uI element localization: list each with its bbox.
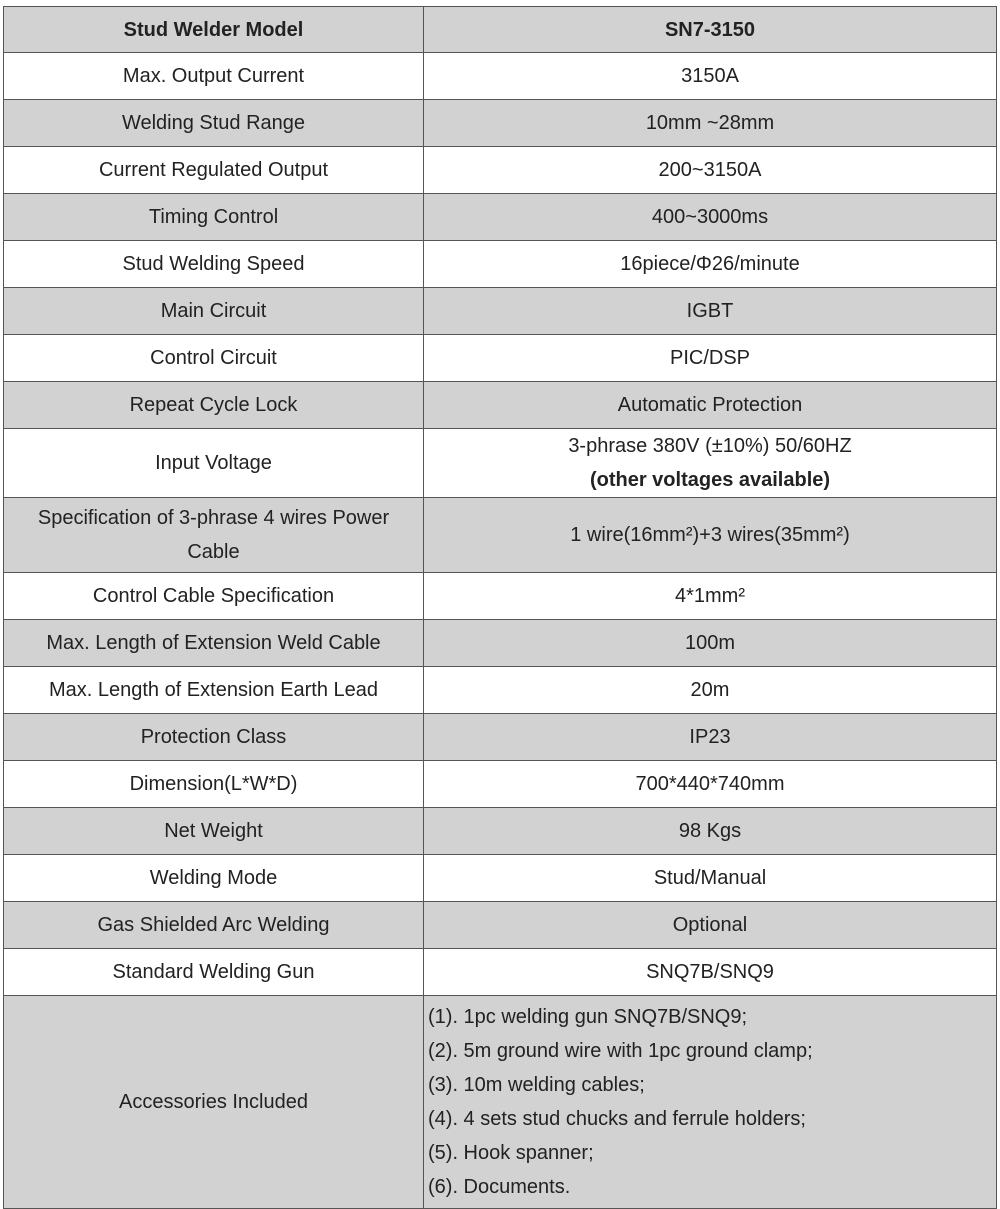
row-label: Protection Class [4,714,424,761]
row-value: IP23 [424,714,997,761]
table-row [4,573,997,620]
row-label: Gas Shielded Arc Welding [4,902,424,949]
list-item: (6). Documents. [428,1176,571,1198]
row-label: Repeat Cycle Lock [4,382,424,429]
row-label: Max. Output Current [4,53,424,100]
table-row [4,855,997,902]
table-row [4,288,997,335]
row-value: 1 wire(16mm²)+3 wires(35mm²) [424,498,997,573]
row-label: Current Regulated Output [4,147,424,194]
table-row [4,498,997,573]
row-label: Net Weight [4,808,424,855]
row-value: 16piece/Φ26/minute [424,241,997,288]
row-value: Stud/Manual [424,855,997,902]
row-label: Timing Control [4,194,424,241]
table-row [4,949,997,996]
row-label: Main Circuit [4,288,424,335]
table-row [4,53,997,100]
list-item: (5). Hook spanner; [428,1142,594,1164]
table-row [4,100,997,147]
row-label: Standard Welding Gun [4,949,424,996]
row-value: 100m [424,620,997,667]
table-row [4,620,997,667]
input-voltage-note: (other voltages available) [589,469,831,491]
row-label: Input Voltage [4,429,424,498]
input-voltage-value: 3-phrase 380V (±10%) 50/60HZ [568,435,852,457]
accessories-label: Accessories Included [4,996,424,1209]
row-value: 10mm ~28mm [424,100,997,147]
row-label: Dimension(L*W*D) [4,761,424,808]
list-item: (3). 10m welding cables; [428,1074,645,1096]
row-label: Max. Length of Extension Earth Lead [4,667,424,714]
row-value: SNQ7B/SNQ9 [424,949,997,996]
table-row [4,382,997,429]
table-row [4,335,997,382]
row-value: Optional [424,902,997,949]
row-value: 20m [424,667,997,714]
table-row [4,761,997,808]
table-row [4,667,997,714]
header-row [4,7,997,53]
list-item: (1). 1pc welding gun SNQ7B/SNQ9; [428,1006,748,1028]
row-label: Stud Welding Speed [4,241,424,288]
table-row [4,147,997,194]
spec-table [3,6,997,1209]
table-row [4,902,997,949]
list-item: (4). 4 sets stud chucks and ferrule holders; [428,1108,806,1130]
list-item: (2). 5m ground wire with 1pc ground clamp; [428,1040,813,1062]
table-row [4,714,997,761]
row-value: 4*1mm² [424,573,997,620]
row-label: Control Cable Specification [4,573,424,620]
table-row [4,429,997,498]
row-value: 700*440*740mm [424,761,997,808]
row-label: Max. Length of Extension Weld Cable [4,620,424,667]
table-row [4,241,997,288]
table-row [4,194,997,241]
row-value [424,429,997,498]
row-label: Specification of 3-phrase 4 wires Power Cable [4,498,424,573]
row-value: 400~3000ms [424,194,997,241]
row-label: Welding Stud Range [4,100,424,147]
row-value: 98 Kgs [424,808,997,855]
row-value: 3150A [424,53,997,100]
row-value: PIC/DSP [424,335,997,382]
table-row [4,808,997,855]
row-value: 200~3150A [424,147,997,194]
accessories-list [424,996,997,1209]
accessories-row [4,996,997,1209]
header-label: Stud Welder Model [4,7,424,53]
header-value: SN7-3150 [424,7,997,53]
row-label: Control Circuit [4,335,424,382]
row-label: Welding Mode [4,855,424,902]
row-value: IGBT [424,288,997,335]
row-value: Automatic Protection [424,382,997,429]
